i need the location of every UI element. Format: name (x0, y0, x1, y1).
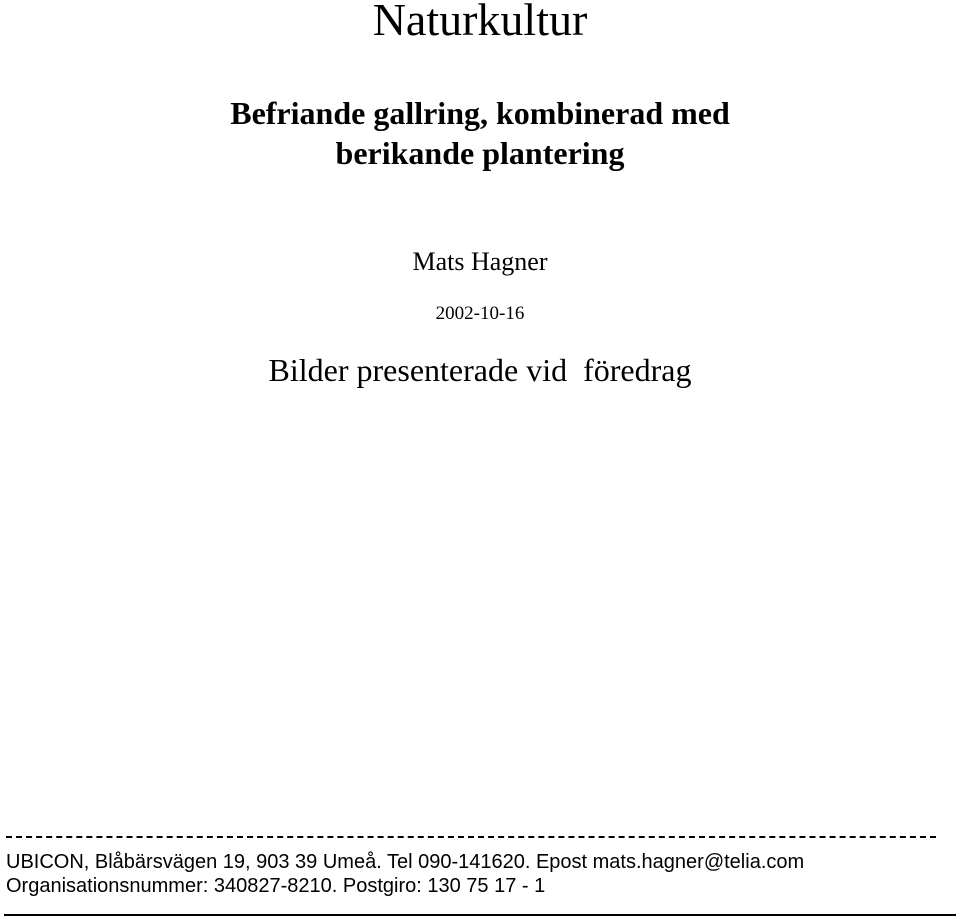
subtitle-line-1: Befriande gallring, kombinerad med (230, 95, 730, 131)
document-subtitle (0, 93, 960, 173)
document-title: Naturkultur (372, 0, 588, 45)
footer-address: UBICON, Blåbärsvägen 19, 903 39 Umeå. Tel 090-141620. Epost mats.hagner@telia.com (6, 851, 805, 873)
subtitle-line-2: berikande plantering (335, 135, 625, 171)
footer (6, 824, 956, 898)
presentation-heading: Bilder presenterade vid föredrag (268, 352, 692, 388)
footer-org-info: Organisationsnummer: 340827-8210. Postgiro: 130 75 17 - 1 (6, 875, 546, 897)
document-date: 2002-10-16 (435, 303, 525, 324)
bottom-rule (4, 914, 956, 916)
author-name: Mats Hagner (412, 247, 548, 276)
